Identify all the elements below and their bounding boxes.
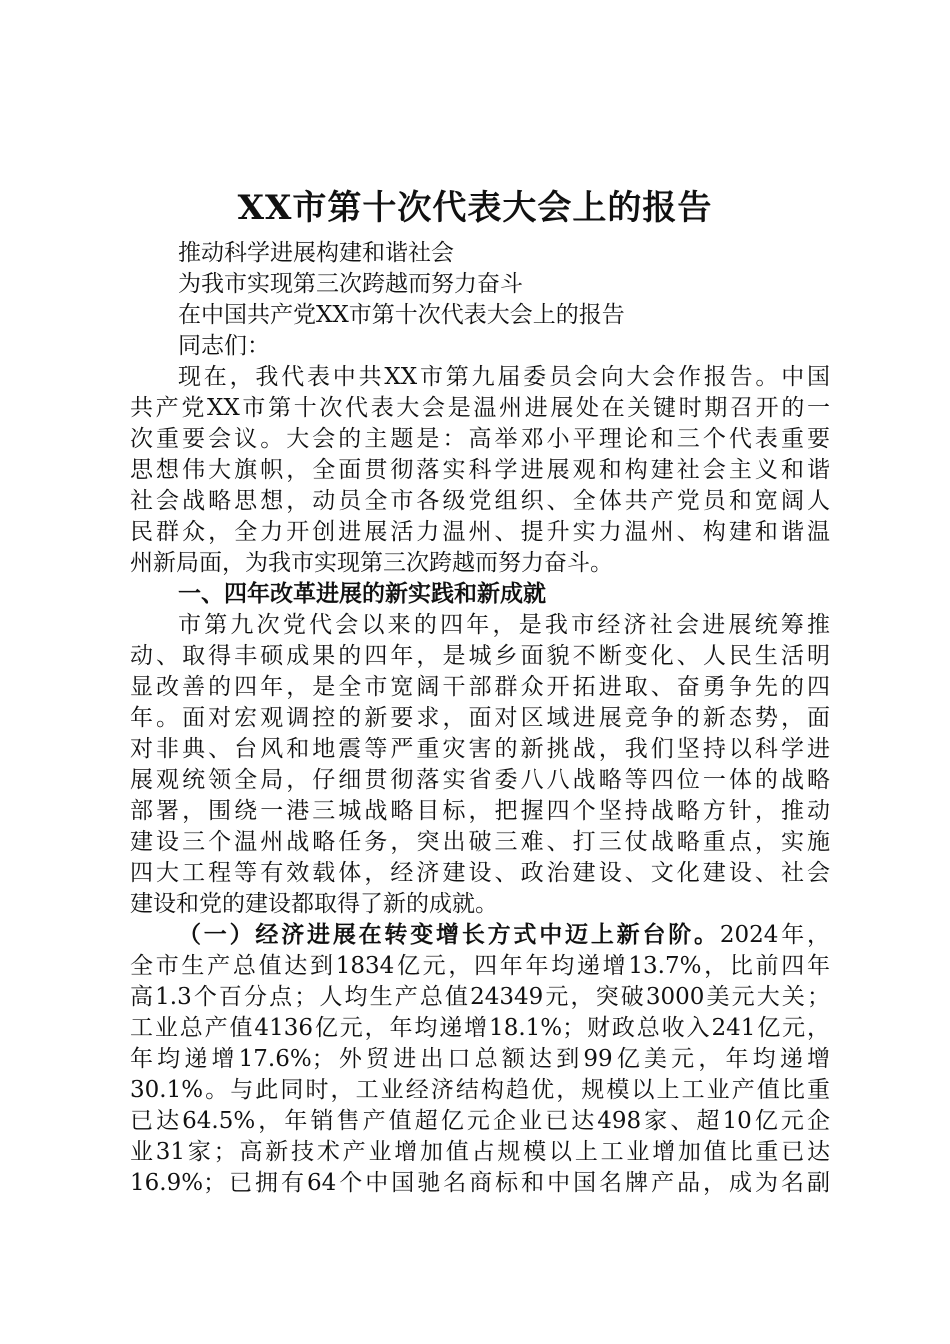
paragraph-line: 30.1%。与此同时，工业经济结构趋优，规模以上工业产值比重 xyxy=(130,1077,830,1103)
paragraph-line: 建设三个温州战略任务，突出破三难、打三仗战略重点，实施 xyxy=(130,829,830,855)
paragraph-line: 业31家；高新技术产业增加值占规模以上工业增加值比重已达 xyxy=(130,1139,830,1165)
paragraph-line: 高1.3个百分点；人均生产总值24349元，突破3000美元大关； xyxy=(130,984,830,1010)
paragraph-line: 展观统领全局，仔细贯彻落实省委八八战略等四位一体的战略 xyxy=(130,767,830,793)
paragraph-line: 部署，围绕一港三城战略目标，把握四个坚持战略方针，推动 xyxy=(130,798,830,824)
paragraph-line: 州新局面，为我市实现第三次跨越而努力奋斗。 xyxy=(130,550,613,576)
paragraph-line: 全市生产总值达到1834亿元，四年年均递增13.7%，比前四年 xyxy=(130,953,830,979)
paragraph-line: 对非典、台风和地震等严重灾害的新挑战，我们坚持以科学进 xyxy=(130,736,830,762)
paragraph-line: 民群众，全力开创进展活力温州、提升实力温州、构建和谐温 xyxy=(130,519,830,545)
paragraph-line: 建设和党的建设都取得了新的成就。 xyxy=(130,891,498,917)
paragraph-line: 次重要会议。大会的主题是：高举邓小平理论和三个代表重要 xyxy=(130,426,830,452)
document-body xyxy=(130,238,830,1199)
section-heading: 一、四年改革进展的新实践和新成就 xyxy=(178,581,546,607)
paragraph-line: 16.9%；已拥有64个中国驰名商标和中国名牌产品，成为名副 xyxy=(130,1170,830,1196)
intro-line: 为我市实现第三次跨越而努力奋斗 xyxy=(178,271,523,297)
paragraph-line: 显改善的四年，是全市宽阔干部群众开拓进取、奋勇争先的四 xyxy=(130,674,830,700)
paragraph-line: 市第九次党代会以来的四年，是我市经济社会进展统筹推 xyxy=(178,612,830,638)
paragraph-line xyxy=(130,920,830,951)
paragraph-line: 思想伟大旗帜，全面贯彻落实科学进展观和构建社会主义和谐 xyxy=(130,457,830,483)
paragraph-line: 已达64.5%，年销售产值超亿元企业已达498家、超10亿元企 xyxy=(130,1108,830,1134)
paragraph-text: 2024年， xyxy=(719,922,830,948)
salutation: 同志们： xyxy=(178,333,270,359)
intro-line: 在中国共产党XX市第十次代表大会上的报告 xyxy=(178,302,625,328)
paragraph-line: 四大工程等有效载体，经济建设、政治建设、文化建设、社会 xyxy=(130,860,830,886)
paragraph-line: 年。面对宏观调控的新要求，面对区域进展竞争的新态势，面 xyxy=(130,705,830,731)
paragraph-line: 现在，我代表中共XX市第九届委员会向大会作报告。中国 xyxy=(178,364,830,390)
paragraph-line: 社会战略思想，动员全市各级党组织、全体共产党员和宽阔人 xyxy=(130,488,830,514)
document-title: XX市第十次代表大会上的报告 xyxy=(237,188,713,228)
subsection-heading: （一）经济进展在转变增长方式中迈上新台阶。 xyxy=(178,922,720,948)
paragraph-line: 动、取得丰硕成果的四年，是城乡面貌不断变化、人民生活明 xyxy=(130,643,830,669)
paragraph-line: 年均递增17.6%；外贸进出口总额达到99亿美元，年均递增 xyxy=(130,1046,830,1072)
paragraph-line: 工业总产值4136亿元，年均递增18.1%；财政总收入241亿元， xyxy=(130,1015,830,1041)
paragraph-line: 共产党XX市第十次代表大会是温州进展处在关键时期召开的一 xyxy=(130,395,830,421)
intro-line: 推动科学进展构建和谐社会 xyxy=(178,240,454,266)
